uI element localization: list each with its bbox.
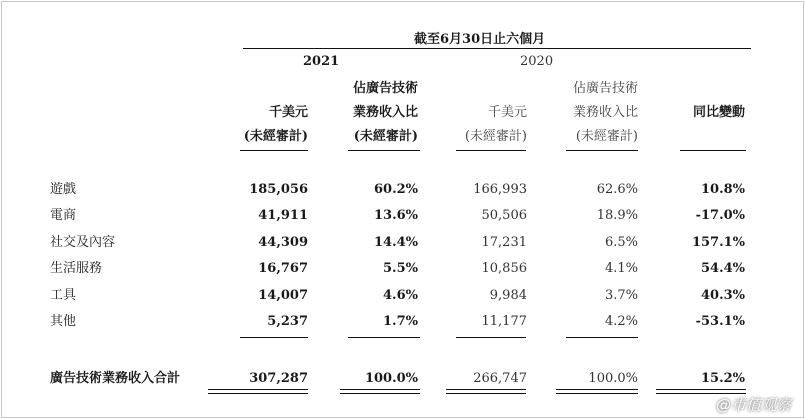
total-double-rule	[208, 389, 308, 394]
value-2021: 14,007	[258, 288, 308, 303]
col-2021-share-audit: (未經審計)	[353, 129, 418, 144]
subtotal-rule	[240, 337, 308, 338]
share-2020: 62.6%	[596, 182, 638, 197]
col-2021-underline	[240, 150, 308, 151]
table-row	[0, 260, 805, 278]
total-yoy: 15.2%	[700, 371, 745, 386]
total-share-2021: 100.0%	[364, 371, 418, 386]
value-2021: 16,767	[258, 261, 308, 276]
total-label: 廣告技術業務收入合計	[50, 371, 181, 386]
col-2021-unit: 千美元	[268, 105, 308, 120]
row-label: 工具	[50, 288, 77, 303]
table-row	[0, 181, 805, 199]
col-2020-underline	[456, 150, 526, 151]
value-2021: 44,309	[258, 235, 308, 250]
value-2020: 166,993	[473, 182, 527, 197]
share-2020: 4.2%	[604, 314, 638, 329]
yoy-change: 157.1%	[691, 235, 745, 250]
yoy-change: 40.3%	[700, 288, 745, 303]
total-2020: 266,747	[473, 371, 527, 386]
col-2021-share-line2: 業務收入比	[352, 105, 418, 120]
table-row	[0, 234, 805, 252]
period-underline	[243, 48, 751, 49]
value-2021: 5,237	[267, 314, 308, 329]
value-2021: 41,911	[258, 208, 308, 223]
col-2020-share-underline	[566, 150, 638, 151]
subtotal-rule	[456, 337, 526, 338]
total-row	[0, 370, 805, 388]
col-2020-audit: (未經審計)	[464, 129, 527, 144]
total-double-rule	[446, 389, 526, 394]
total-double-rule	[340, 389, 420, 394]
row-label: 其他	[50, 314, 77, 329]
share-2021: 1.7%	[383, 314, 418, 329]
period-header: 截至6月30日止六個月	[414, 32, 546, 47]
share-2020: 18.9%	[596, 208, 638, 223]
col-2021-share-underline	[348, 150, 420, 151]
row-label: 社交及內容	[50, 235, 116, 250]
value-2021: 185,056	[249, 182, 308, 197]
total-2021: 307,287	[249, 371, 308, 386]
share-2020: 3.7%	[604, 288, 638, 303]
value-2020: 11,177	[481, 314, 527, 329]
value-2020: 10,856	[481, 261, 527, 276]
row-label: 電商	[50, 208, 77, 223]
col-2020-share-line2: 業務收入比	[572, 105, 638, 120]
total-double-rule	[556, 389, 638, 394]
year-2021-header: 2021	[303, 54, 340, 69]
value-2020: 50,506	[481, 208, 527, 223]
share-2021: 14.4%	[373, 235, 418, 250]
yoy-change: -17.0%	[695, 208, 745, 223]
table-row	[0, 313, 805, 331]
col-2020-share-line1: 佔廣告技術	[572, 81, 638, 96]
year-2020-header: 2020	[520, 54, 554, 69]
share-2021: 13.6%	[373, 208, 418, 223]
share-2020: 4.1%	[604, 261, 638, 276]
share-2021: 60.2%	[373, 182, 418, 197]
table-row	[0, 207, 805, 225]
col-yoy-header: 同比變動	[692, 105, 745, 120]
total-share-2020: 100.0%	[588, 371, 638, 386]
share-2021: 4.6%	[383, 288, 418, 303]
row-label: 遊戲	[50, 182, 77, 197]
value-2020: 17,231	[481, 235, 527, 250]
value-2020: 9,984	[489, 288, 527, 303]
watermark: @市值观察	[715, 396, 791, 414]
col-2021-share-line1: 佔廣告技術	[352, 81, 418, 96]
subtotal-rule	[348, 337, 420, 338]
share-2020: 6.5%	[604, 235, 638, 250]
yoy-change: 10.8%	[700, 182, 745, 197]
col-2020-share-audit: (未經審計)	[575, 129, 638, 144]
col-2020-unit: 千美元	[487, 105, 527, 120]
col-2021-audit: (未經審計)	[243, 129, 308, 144]
row-label: 生活服務	[50, 261, 103, 276]
col-yoy-underline	[680, 150, 746, 151]
table-row	[0, 287, 805, 305]
subtotal-rule	[566, 337, 638, 338]
yoy-change: -53.1%	[695, 314, 745, 329]
yoy-change: 54.4%	[700, 261, 745, 276]
share-2021: 5.5%	[383, 261, 418, 276]
